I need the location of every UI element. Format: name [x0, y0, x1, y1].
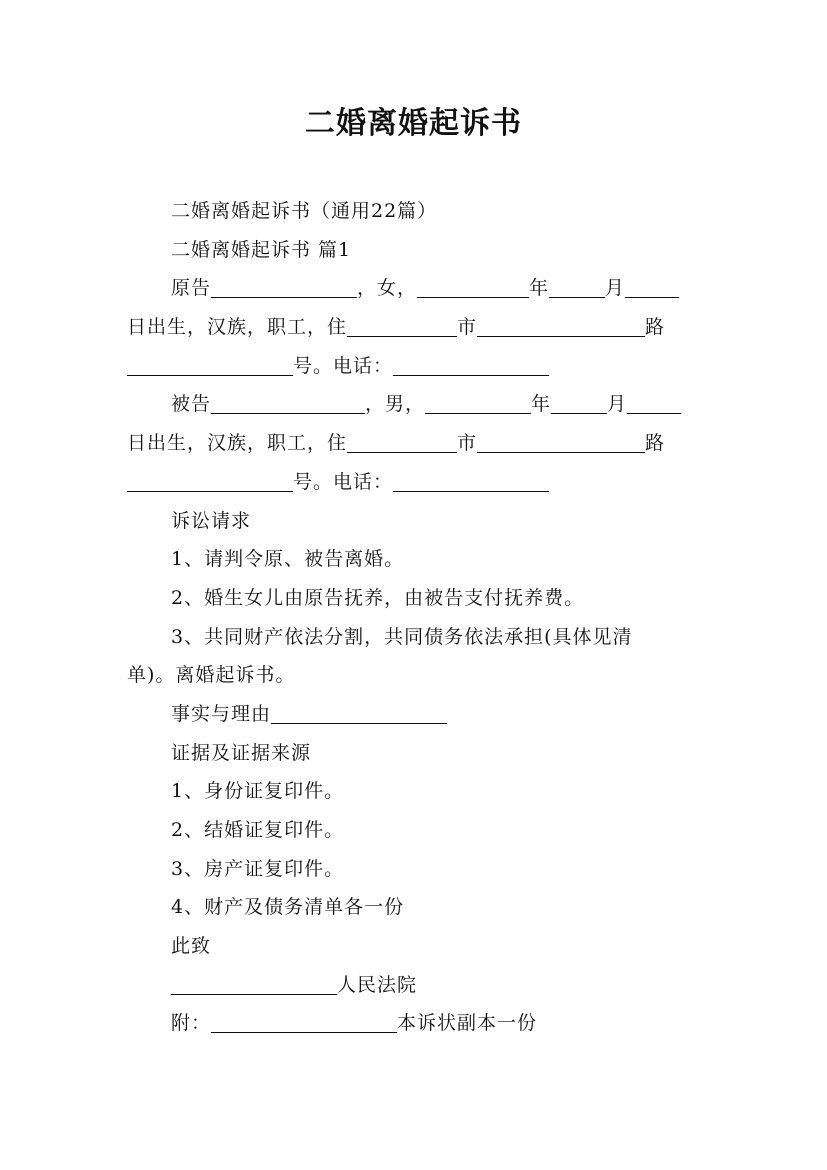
document-title: 二婚离婚起诉书 — [305, 106, 522, 141]
plaintiff-line-2 — [127, 308, 702, 347]
plaintiff-label: 原告 — [171, 277, 212, 300]
defendant-phone-label: 号。电话： — [293, 470, 394, 493]
court-line — [127, 966, 702, 1005]
plaintiff-road-blank — [477, 312, 645, 337]
defendant-line-1 — [127, 385, 702, 424]
evidence-item-1: 1、身份证复印件。 — [171, 780, 345, 803]
evidence-item-4: 4、财产及债务清单各一份 — [171, 896, 405, 919]
court-name-blank — [171, 970, 337, 995]
plaintiff-city-label: 市 — [457, 316, 478, 339]
plaintiff-birth-text: 日出生，汉族，职工，住 — [127, 316, 348, 339]
defendant-day-blank — [627, 389, 681, 414]
claim-item-2: 2、婚生女儿由原告抚养，由被告支付抚养费。 — [171, 586, 585, 609]
defendant-month-label: 月 — [607, 393, 628, 416]
plaintiff-road-label: 路 — [645, 316, 666, 339]
plaintiff-year-blank — [417, 273, 529, 298]
plaintiff-month-label: 月 — [605, 277, 626, 300]
section-heading: 二婚离婚起诉书 篇1 — [171, 238, 352, 261]
attachment-line — [127, 1004, 702, 1043]
plaintiff-number-blank — [127, 351, 293, 376]
defendant-city-blank — [347, 428, 457, 453]
defendant-road-label: 路 — [645, 432, 666, 455]
plaintiff-phone-blank — [393, 351, 549, 376]
plaintiff-line-1 — [127, 269, 702, 308]
plaintiff-month-blank — [549, 273, 605, 298]
claim-item-1: 1、请判令原、被告离婚。 — [171, 548, 405, 571]
document-body — [127, 192, 702, 1043]
facts-line — [127, 695, 702, 734]
evidence-heading: 证据及证据来源 — [171, 741, 312, 764]
evidence-item-3: 3、房产证复印件。 — [171, 857, 345, 880]
plaintiff-day-blank — [625, 273, 679, 298]
plaintiff-line-3 — [127, 347, 702, 386]
closing-text: 此致 — [171, 935, 212, 958]
defendant-year-blank — [425, 389, 531, 414]
defendant-month-blank — [551, 389, 607, 414]
plaintiff-year-label: 年 — [529, 277, 550, 300]
claims-heading: 诉讼请求 — [171, 509, 252, 532]
plaintiff-gender: ，女， — [357, 277, 418, 300]
defendant-gender: ，男， — [365, 393, 426, 416]
document-subtitle: 二婚离婚起诉书（通用22篇） — [171, 200, 438, 222]
claim-item-3: 3、共同财产依法分割，共同债务依法承担(具体见清 — [171, 625, 633, 648]
defendant-number-blank — [127, 467, 293, 492]
defendant-label: 被告 — [171, 393, 212, 416]
attachment-blank — [211, 1008, 397, 1033]
facts-label: 事实与理由 — [171, 702, 272, 725]
defendant-phone-blank — [393, 467, 549, 492]
defendant-birth-text: 日出生，汉族，职工，住 — [127, 432, 348, 455]
defendant-year-label: 年 — [531, 393, 552, 416]
plaintiff-phone-label: 号。电话： — [293, 354, 394, 377]
defendant-name-blank — [211, 389, 365, 414]
facts-blank — [271, 699, 447, 724]
plaintiff-name-blank — [211, 273, 357, 298]
attachment-label: 附： — [171, 1012, 212, 1035]
defendant-line-2 — [127, 424, 702, 463]
attachment-suffix: 本诉状副本一份 — [397, 1012, 538, 1035]
defendant-road-blank — [477, 428, 645, 453]
evidence-item-2: 2、结婚证复印件。 — [171, 819, 345, 841]
claim-item-3-continued: 单)。离婚起诉书。 — [127, 664, 296, 687]
defendant-line-3 — [127, 463, 702, 502]
plaintiff-city-blank — [347, 312, 457, 337]
court-suffix: 人民法院 — [337, 973, 418, 996]
defendant-city-label: 市 — [457, 432, 478, 455]
